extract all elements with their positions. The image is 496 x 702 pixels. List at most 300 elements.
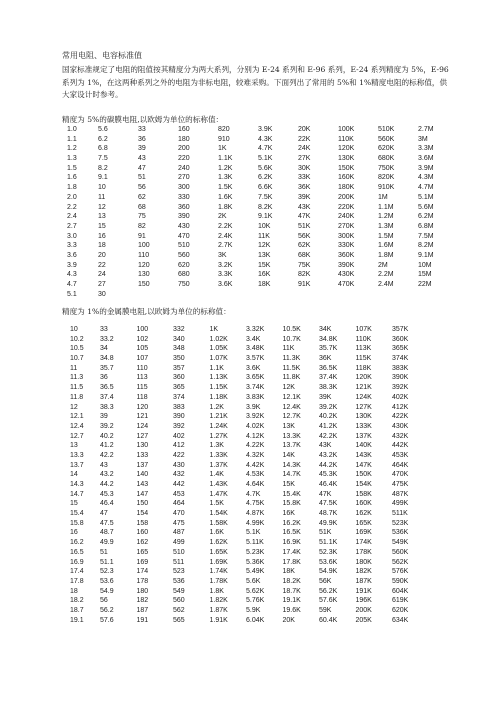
table-cell: 40.2 — [100, 432, 114, 440]
table-cell: 82K — [298, 271, 311, 279]
table-cell: 1.78K — [209, 577, 228, 585]
table-cell: 3K — [218, 251, 227, 259]
table-cell: 82 — [138, 222, 146, 230]
table-cell: 56.2 — [100, 606, 114, 614]
table-cell: 4.3M — [418, 174, 434, 182]
table-row — [62, 480, 429, 490]
table-cell: 12.4 — [70, 422, 84, 430]
table-cell: 590K — [392, 577, 409, 585]
table-cell: 3.6K — [246, 364, 261, 372]
table-cell: 154 — [136, 510, 149, 518]
table-cell: 160 — [178, 126, 190, 133]
table-cell: 1.58K — [209, 519, 228, 527]
table-cell: 6.2M — [418, 213, 434, 221]
table-cell: 300 — [178, 184, 190, 192]
table-cell: 487 — [173, 529, 185, 537]
table-cell: 910 — [218, 135, 230, 143]
table-cell: 1.47K — [209, 490, 228, 498]
table-cell: 510 — [178, 242, 190, 250]
table-cell: 510K — [378, 126, 395, 133]
table-cell: 5.6K — [258, 164, 273, 172]
table-cell: 499K — [392, 500, 409, 508]
table-cell: 511 — [173, 558, 185, 566]
table-cell: 3.6 — [67, 251, 77, 259]
table-cell: 13.7K — [282, 442, 301, 450]
table-cell: 178 — [136, 577, 149, 585]
table-cell: 62K — [298, 242, 311, 250]
table-cell: 75 — [138, 213, 146, 221]
table-cell: 39K — [298, 193, 311, 201]
table-row — [62, 461, 429, 471]
table-cell: 174K — [355, 539, 372, 547]
table-cell: 13.7 — [70, 461, 84, 469]
table-cell: 44.2K — [319, 461, 338, 469]
table-cell: 1.8K — [218, 203, 233, 211]
table-cell: 10.7K — [282, 335, 301, 343]
table-cell: 36K — [298, 184, 311, 192]
table-cell: 39.2 — [100, 422, 114, 430]
table-cell: 11 — [70, 364, 78, 372]
table-cell: 340 — [173, 335, 185, 343]
table-cell: 1.05K — [209, 345, 228, 353]
e96-heading: 精度为 1%的金属膜电阻,以欧姆为单位的标称值： — [62, 307, 231, 316]
table-cell — [258, 290, 298, 300]
table-cell: 130K — [355, 413, 372, 421]
table-cell: 1.5 — [67, 164, 77, 172]
table-cell: 3M — [418, 135, 428, 143]
table-cell: 365K — [392, 345, 409, 353]
table-cell: 180K — [355, 558, 372, 566]
table-cell: 4.7M — [418, 184, 434, 192]
table-cell: 360 — [178, 203, 190, 211]
table-cell: 13.3 — [70, 451, 84, 459]
table-cell: 143K — [355, 451, 372, 459]
table-cell: 330 — [178, 193, 190, 201]
table-cell: 51.1K — [319, 539, 338, 547]
table-cell: 17.4K — [282, 548, 301, 556]
table-cell: 14 — [70, 471, 78, 479]
table-cell: 10M — [418, 261, 432, 269]
table-row — [62, 509, 429, 519]
table-cell: 620K — [378, 145, 395, 153]
table-cell: 1.8 — [67, 184, 77, 192]
table-cell: 41.2K — [319, 422, 338, 430]
table-cell: 24K — [298, 145, 311, 153]
table-row — [62, 558, 429, 568]
table-cell: 45.3K — [319, 471, 338, 479]
table-cell: 39 — [138, 145, 146, 153]
table-cell: 392 — [173, 422, 185, 430]
table-cell: 110 — [136, 364, 148, 372]
table-cell: 205K — [355, 616, 372, 624]
table-cell: 15K — [282, 481, 295, 488]
table-cell: 511K — [392, 510, 408, 518]
table-cell: 1.18K — [209, 393, 228, 401]
table-cell: 390K — [392, 374, 409, 382]
table-cell: 91K — [298, 281, 311, 288]
table-cell: 5.76K — [246, 597, 265, 605]
table-cell: 187 — [136, 606, 149, 614]
table-cell: 44.2 — [100, 481, 114, 488]
table-cell: 5.9K — [246, 606, 261, 614]
table-cell: 2.7M — [418, 126, 434, 133]
table-cell: 9.1 — [98, 174, 108, 182]
table-cell: 56.2K — [319, 587, 338, 595]
table-cell: 4.3 — [67, 271, 77, 279]
table-cell: 165 — [136, 548, 149, 556]
table-row — [62, 616, 429, 626]
table-cell: 169 — [136, 558, 149, 566]
table-cell: 124 — [136, 422, 149, 430]
table-cell: 332 — [173, 326, 185, 333]
table-cell: 3.0 — [67, 232, 77, 240]
table-row — [62, 587, 429, 597]
table-cell: 39 — [100, 413, 108, 421]
table-cell: 350 — [173, 355, 185, 363]
table-cell: 5.1 — [67, 290, 77, 298]
table-cell: 36 — [100, 374, 108, 382]
e24-resistor-table — [62, 125, 458, 299]
table-cell: 38.3K — [319, 384, 338, 392]
table-cell: 562K — [392, 558, 409, 566]
table-cell: 620 — [178, 261, 190, 269]
table-cell: 160 — [136, 529, 149, 537]
table-cell: 33 — [100, 326, 108, 333]
table-row — [62, 451, 429, 461]
table-cell: 18.7 — [70, 606, 84, 614]
table-row — [62, 183, 458, 193]
table-row — [62, 538, 429, 548]
table-row — [62, 490, 429, 500]
table-cell: 118K — [355, 364, 372, 372]
table-cell: 3.6M — [418, 155, 434, 163]
table-cell: 56K — [319, 577, 332, 585]
table-cell — [178, 290, 218, 300]
table-cell: 357 — [173, 364, 185, 372]
table-cell: 3.3M — [418, 145, 434, 153]
document-title: 常用电阻、电容标准值 — [62, 51, 142, 60]
table-cell: 100 — [138, 242, 150, 250]
table-row — [62, 135, 458, 145]
table-cell: 270 — [178, 174, 190, 182]
table-cell: 3.57K — [246, 355, 265, 363]
table-cell: 634K — [392, 616, 409, 624]
table-cell: 15 — [70, 500, 78, 508]
table-cell: 10.5K — [282, 326, 301, 333]
table-cell: 4.7K — [258, 145, 273, 153]
table-cell: 43.2 — [100, 471, 114, 479]
table-cell: 13K — [282, 422, 295, 430]
table-cell: 390 — [178, 213, 190, 221]
table-cell: 8.2M — [418, 242, 434, 250]
table-cell: 16.5K — [282, 529, 301, 537]
table-cell: 5.1M — [418, 193, 434, 201]
table-cell: 15.4K — [282, 490, 301, 498]
table-row — [62, 270, 458, 280]
table-row — [62, 344, 429, 354]
table-cell: 2.4 — [67, 213, 77, 221]
table-cell: 110K — [338, 135, 354, 143]
table-cell: 374 — [173, 393, 185, 401]
table-cell: 3.6K — [218, 281, 233, 288]
table-row — [62, 499, 429, 509]
table-cell: 390K — [338, 261, 355, 269]
table-cell: 51K — [319, 529, 332, 537]
table-cell: 12.7K — [282, 413, 301, 421]
table-cell: 4.7 — [67, 281, 77, 288]
table-cell: 560 — [173, 597, 185, 605]
table-row — [62, 335, 429, 345]
table-cell: 162 — [136, 539, 149, 547]
table-cell: 115 — [136, 384, 148, 392]
table-cell: 36 — [138, 135, 146, 143]
table-cell: 360 — [173, 374, 185, 382]
table-cell: 39.2K — [319, 403, 338, 411]
table-cell: 33.2 — [100, 335, 114, 343]
table-row — [62, 222, 458, 232]
table-cell: 442K — [392, 442, 409, 450]
table-cell: 680 — [178, 271, 190, 279]
table-cell: 220K — [338, 203, 355, 211]
table-cell: 34 — [100, 345, 108, 353]
table-cell: 200 — [178, 145, 190, 153]
table-cell: 150 — [136, 500, 149, 508]
table-cell: 475K — [392, 481, 409, 488]
table-cell: 19.6K — [282, 606, 301, 614]
table-row — [62, 125, 458, 135]
table-cell: 46.4 — [100, 500, 114, 508]
table-cell: 360K — [392, 335, 409, 343]
table-cell: 7.5K — [258, 193, 273, 201]
table-cell: 33 — [138, 126, 146, 133]
table-cell — [338, 290, 378, 300]
table-cell: 30K — [298, 164, 311, 172]
table-cell: 36.5 — [100, 384, 114, 392]
table-cell: 15.8 — [70, 519, 84, 527]
table-cell: 130 — [138, 271, 150, 279]
table-cell: 20K — [298, 126, 311, 133]
table-cell: 51K — [298, 222, 311, 230]
table-cell: 2K — [218, 213, 227, 221]
table-cell: 51 — [100, 548, 108, 556]
table-cell: 470 — [178, 232, 190, 240]
table-cell: 17.4 — [70, 568, 84, 576]
table-row — [62, 403, 429, 413]
table-cell: 56 — [100, 597, 108, 605]
table-cell: 4.32K — [246, 451, 265, 459]
table-cell: 42.2K — [319, 432, 338, 440]
table-cell: 10K — [258, 222, 271, 230]
table-cell: 180 — [178, 135, 190, 143]
table-cell: 41.2 — [100, 442, 114, 450]
table-cell: 196K — [355, 597, 372, 605]
table-cell: 137K — [355, 432, 372, 440]
table-cell: 1.5K — [209, 500, 224, 508]
table-cell: 1.6K — [209, 529, 224, 537]
table-cell: 180 — [136, 587, 149, 595]
table-cell: 43 — [138, 155, 146, 163]
table-cell: 8.2 — [98, 164, 108, 172]
table-cell: 100K — [338, 126, 355, 133]
table-cell: 27 — [98, 281, 106, 288]
table-cell: 1.91K — [209, 616, 228, 624]
table-cell: 16K — [258, 271, 271, 279]
table-cell: 34.8 — [100, 355, 114, 363]
table-cell: 2.0 — [67, 193, 77, 201]
table-row — [62, 193, 458, 203]
table-cell: 1.0 — [67, 126, 77, 133]
table-cell: 34K — [319, 326, 332, 333]
table-cell: 2.7 — [67, 222, 77, 230]
table-cell: 147K — [355, 461, 372, 469]
table-cell: 2.2 — [67, 203, 77, 211]
table-cell: 14K — [282, 451, 295, 459]
table-cell: 150K — [355, 471, 372, 479]
table-cell: 68 — [138, 203, 146, 211]
table-row — [62, 577, 429, 587]
table-cell: 57.6 — [100, 616, 114, 624]
table-cell: 36.5K — [319, 364, 338, 372]
table-cell: 240K — [338, 213, 355, 221]
table-cell: 1.13K — [209, 374, 228, 382]
table-cell: 182 — [136, 597, 149, 605]
table-cell: 619K — [392, 597, 409, 605]
table-cell: 16.9K — [282, 539, 301, 547]
table-cell: 402 — [173, 432, 185, 440]
table-cell: 10 — [70, 326, 78, 333]
table-cell — [218, 290, 258, 300]
table-cell: 3.65K — [246, 374, 265, 382]
table-cell: 12K — [258, 242, 271, 250]
table-cell: 4.87K — [246, 510, 265, 518]
table-cell: 14.7 — [70, 490, 84, 498]
table-cell: 47 — [138, 164, 146, 172]
table-cell: 13K — [258, 251, 271, 259]
table-cell: 15.4 — [70, 510, 84, 518]
table-cell: 11.8 — [70, 393, 84, 401]
table-cell: 3.4K — [246, 335, 261, 343]
table-cell: 820 — [218, 126, 230, 133]
table-row — [62, 441, 429, 451]
table-cell: 43K — [298, 203, 311, 211]
table-cell: 54.9K — [319, 568, 338, 576]
table-cell: 127 — [136, 432, 149, 440]
table-row — [62, 470, 429, 480]
table-cell: 12.7 — [70, 432, 84, 440]
table-cell: 121K — [355, 384, 372, 392]
table-cell: 2.7K — [218, 242, 233, 250]
table-row — [62, 528, 429, 538]
table-cell: 46.4K — [319, 481, 338, 488]
table-cell: 154K — [355, 481, 372, 488]
table-cell: 1.2K — [218, 164, 233, 172]
table-row — [62, 596, 429, 606]
table-cell: 549 — [173, 587, 185, 595]
table-cell: 113K — [355, 345, 372, 353]
table-cell: 1.3K — [218, 174, 233, 182]
table-cell: 107K — [355, 326, 372, 333]
table-cell: 91 — [138, 232, 146, 240]
table-row — [62, 325, 429, 335]
table-cell: 7.5 — [98, 155, 108, 163]
table-cell: 1.5K — [218, 184, 233, 192]
table-cell: 15.8K — [282, 500, 301, 508]
table-cell: 115K — [355, 355, 372, 363]
table-cell: 604K — [392, 587, 409, 595]
table-cell: 37.4K — [319, 374, 338, 382]
table-row — [62, 548, 429, 558]
table-cell: 47K — [319, 490, 332, 498]
table-cell: 187K — [355, 577, 372, 585]
table-cell: 536K — [392, 529, 409, 537]
table-cell: 130K — [338, 155, 355, 163]
table-cell: 33K — [298, 174, 311, 182]
table-cell: 17.8 — [70, 577, 84, 585]
table-cell: 36K — [319, 355, 332, 363]
table-cell: 18K — [258, 281, 271, 288]
table-row — [62, 354, 429, 364]
table-cell: 1.6K — [218, 193, 233, 201]
table-cell: 470K — [392, 471, 409, 479]
table-cell: 383K — [392, 364, 409, 372]
table-cell: 5.49K — [246, 568, 265, 576]
table-cell: 1.33K — [209, 451, 228, 459]
table-cell: 178K — [355, 548, 372, 556]
table-cell: 140K — [355, 442, 372, 450]
table-cell: 1.74K — [209, 568, 228, 576]
table-cell: 562 — [173, 606, 185, 614]
table-cell: 30 — [98, 290, 106, 298]
e96-resistor-table — [62, 325, 429, 625]
table-cell — [418, 290, 458, 300]
table-cell: 348 — [173, 345, 185, 353]
table-cell: 523K — [392, 519, 409, 527]
table-cell: 910K — [378, 184, 395, 192]
table-cell: 52.3K — [319, 548, 338, 556]
table-cell: 392K — [392, 384, 409, 392]
table-cell: 27K — [298, 155, 311, 163]
table-cell: 620K — [392, 606, 409, 614]
table-cell: 180K — [338, 184, 355, 192]
table-cell: 432K — [392, 432, 409, 440]
table-cell: 14.7K — [282, 471, 301, 479]
table-cell: 16 — [98, 232, 106, 240]
table-cell: 68K — [298, 251, 311, 259]
table-cell: 162K — [355, 510, 372, 518]
table-cell: 12.1K — [282, 393, 301, 401]
table-cell: 10.2 — [70, 335, 84, 343]
table-cell: 13 — [98, 213, 106, 221]
table-cell: 16 — [70, 529, 78, 537]
table-cell: 4.99K — [246, 519, 265, 527]
table-cell: 107 — [136, 355, 149, 363]
table-cell: 1.3K — [209, 442, 224, 450]
table-cell: 11.3K — [282, 355, 301, 363]
table-cell: 5.6M — [418, 203, 434, 211]
table-cell: 3.9 — [67, 261, 77, 269]
table-cell: 51 — [138, 174, 146, 182]
table-cell: 127K — [355, 403, 372, 411]
table-row — [62, 567, 429, 577]
table-cell: 3.48K — [246, 345, 265, 353]
table-cell: 4.64K — [246, 481, 265, 488]
table-cell: 2.2M — [378, 271, 394, 279]
table-cell: 453 — [173, 490, 185, 498]
table-cell: 1.54K — [209, 510, 228, 518]
table-cell: 4.75K — [246, 500, 265, 508]
table-cell: 158K — [355, 490, 372, 498]
table-cell: 40.2K — [319, 413, 338, 421]
